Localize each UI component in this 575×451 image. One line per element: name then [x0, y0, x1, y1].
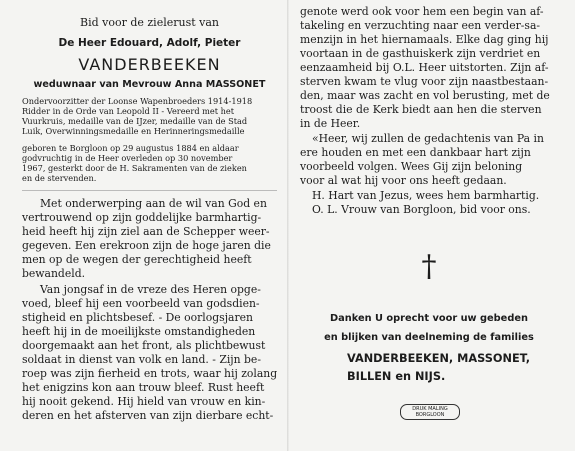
- deceased-surname: VANDERBEEKEN: [78, 55, 221, 74]
- birth-line: godvruchtig in de Heer overleden op 30 november: [22, 153, 233, 163]
- title-line: Vuurkruis, medaille van de IJzer, medaille van de Stad: [22, 116, 248, 126]
- title-line: Ondervoorzitter der Loonse Wapenbroeders 1914-1918: [22, 96, 253, 106]
- text-line: gegeven. Een erekroon zijn de hoge jaren die: [22, 239, 271, 252]
- text-line: menzijn in het hiernamaals. Elke dag ging hij: [300, 33, 549, 46]
- text-line: voorbeeld volgen. Wees Gij zijn beloning: [300, 160, 523, 173]
- title-line: Luik, Overwinningsmedaille en Herinneringsmedaille: [22, 126, 245, 136]
- text-line: ere houden en met een dankbaar hart zijn: [300, 146, 531, 159]
- text-line: soldaat in dienst van volk en land. - Zijn be-: [22, 353, 261, 366]
- text-line: genote werd ook voor hem een begin van af-: [300, 5, 544, 18]
- text-line: O. L. Vrouw van Borgloon, bid voor ons.: [312, 203, 531, 216]
- text-line: deren en het afsterven van zijn dierbare echt-: [22, 409, 274, 422]
- text-line: eenzaamheid bij O.L. Heer uitstorten. Zijn af-: [300, 61, 549, 74]
- birth-line: en de stervenden.: [22, 173, 97, 183]
- text-line: voed, bleef hij een voorbeeld van godsdien-: [22, 297, 260, 310]
- text-line: den, maar was zacht en vol berusting, met de: [300, 89, 550, 102]
- text-line: het enigzins kon aan trouw bleef. Rust heeft: [22, 381, 265, 394]
- family-names: BILLEN en NIJS.: [347, 370, 446, 383]
- text-line: in de Heer.: [300, 117, 361, 130]
- text-line: Van jongsaf in de vreze des Heren opge-: [40, 283, 261, 296]
- text-line: vertrouwend op zijn goddelijke barmhartig-: [22, 211, 262, 224]
- thanks-line: en blijken van deelneming de families: [324, 332, 534, 343]
- text-line: takeling en verzuchting naar een verder-sa-: [300, 19, 541, 32]
- card-heading: Bid voor de zielerust van: [79, 16, 219, 29]
- cross-icon: †: [421, 249, 437, 284]
- family-names: VANDERBEEKEN, MASSONET,: [347, 352, 531, 365]
- text-line: roep was zijn fierheid en trots, waar hij zolang: [22, 367, 278, 380]
- text-line: men op de wegen der gerechtigheid heeft: [22, 253, 252, 266]
- printer-town: BORGLOON: [415, 412, 445, 418]
- title-line: Ridder in de Orde van Leopold II - Vereerd met het: [22, 106, 235, 116]
- text-line: bewandeld.: [22, 267, 86, 280]
- deceased-full-name: De Heer Edouard, Adolf, Pieter: [58, 37, 241, 49]
- text-line: voor al wat hij voor ons heeft gedaan.: [300, 174, 507, 187]
- text-line: H. Hart van Jezus, wees hem barmhartig.: [312, 189, 540, 202]
- text-line: stigheid en plichtsbesef. - De oorlogsjaren: [22, 311, 253, 324]
- birth-line: 1967, gesterkt door de H. Sakramenten van de zieken: [22, 163, 247, 173]
- birth-line: geboren te Borgloon op 29 augustus 1884 en aldaar: [22, 143, 239, 153]
- text-line: heeft hij in de moeilijkste omstandigheden: [22, 325, 256, 338]
- text-line: Met onderwerping aan de wil van God en: [40, 197, 267, 210]
- printer-name: DRUK MALING: [412, 406, 448, 412]
- text-line: sterven kwam te vlug voor zijn naastbestaan-: [300, 75, 549, 88]
- text-line: doorgemaakt aan het front, als plichtbewust: [22, 339, 266, 352]
- printer-stamp: [400, 404, 460, 420]
- thanks-line: Danken U oprecht voor uw gebeden: [330, 313, 528, 324]
- card-fold: [287, 0, 289, 451]
- divider-rule: [22, 190, 277, 191]
- text-line: «Heer, wij zullen de gedachtenis van Pa in: [312, 132, 544, 145]
- text-line: hij nooit gekend. Hij hield van vrouw en kin-: [22, 395, 266, 408]
- text-line: troost die de Kerk biedt aan hen die sterven: [300, 103, 542, 116]
- text-line: voortaan in de gasthuiskerk zijn verdriet en: [300, 47, 541, 60]
- widower-line: weduwnaar van Mevrouw Anna MASSONET: [33, 79, 266, 90]
- text-line: heid heeft hij zijn ziel aan de Schepper weer-: [22, 225, 270, 238]
